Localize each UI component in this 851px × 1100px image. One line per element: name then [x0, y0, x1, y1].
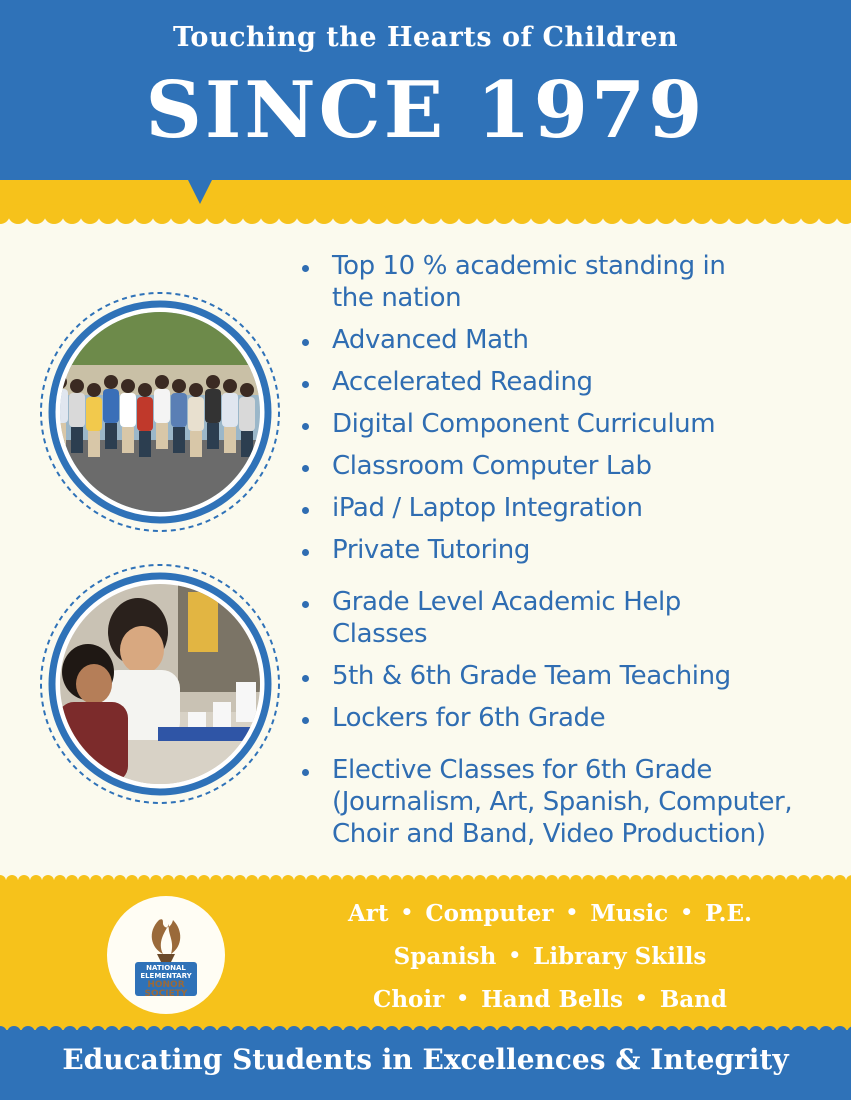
activity-item: Hand Bells — [481, 986, 624, 1013]
scallop-bump — [138, 875, 150, 882]
scallop-bump — [534, 875, 546, 882]
photo-assembly — [38, 290, 282, 534]
scallop-bump — [450, 875, 462, 882]
separator-dot: • — [565, 900, 579, 924]
scallop-bump — [846, 875, 851, 882]
scallop-bump — [822, 875, 834, 882]
child-figure — [71, 427, 83, 453]
scallop-bump — [152, 204, 172, 224]
feature-item: 5th & 6th Grade Team Teaching — [300, 660, 840, 692]
scallop-bump — [224, 204, 244, 224]
scallop-bump — [512, 204, 532, 224]
activity-item: Spanish — [393, 943, 497, 970]
scallop-bump — [728, 204, 748, 224]
activity-item: P.E. — [704, 900, 753, 927]
scallop-bump — [422, 204, 442, 224]
activity-item: Band — [659, 986, 727, 1013]
scallop-bump — [66, 875, 78, 882]
child-figure — [189, 383, 203, 397]
scallop-bump — [750, 875, 762, 882]
feature-item: Private Tutoring — [300, 534, 840, 566]
scallop-bump — [242, 204, 262, 224]
scallop-bump — [234, 875, 246, 882]
scallop-bump — [558, 875, 570, 882]
footer-motto: Educating Students in Excellences & Integrity — [62, 1043, 789, 1076]
scallop-bump — [810, 875, 822, 882]
scallop-bump — [602, 204, 622, 224]
scallop-bump — [630, 875, 642, 882]
scallop-bump — [294, 875, 306, 882]
scallop-bump — [746, 204, 766, 224]
scallop-bump — [8, 204, 28, 224]
separator-dot: • — [400, 900, 414, 924]
scallop-bump — [818, 204, 838, 224]
scallop-bump — [282, 875, 294, 882]
scallop-bump — [246, 875, 258, 882]
child-figure — [86, 397, 102, 431]
scallop-bump — [582, 875, 594, 882]
badge-line1: NATIONAL — [146, 964, 186, 972]
scallop-bump — [330, 875, 342, 882]
scallop-bump — [170, 204, 190, 224]
scallop-bump — [42, 875, 54, 882]
scallop-bump — [462, 875, 474, 882]
child-figure — [206, 375, 220, 389]
tagline: Touching the Hearts of Children — [172, 22, 679, 53]
scallop-bump — [620, 204, 640, 224]
scallop-bump — [206, 204, 226, 224]
scallop-bump — [548, 204, 568, 224]
scallop-bump — [174, 875, 186, 882]
scallop-bump — [594, 875, 606, 882]
scallop-bump — [584, 204, 604, 224]
separator-dot: • — [680, 900, 693, 924]
scallop-bump — [102, 875, 114, 882]
scallop-bump — [690, 875, 702, 882]
child-figure — [156, 423, 168, 449]
headline: SINCE 1979 — [145, 65, 706, 156]
scallop-bump — [80, 204, 100, 224]
scallop-bump — [702, 875, 714, 882]
scallop-bump — [762, 875, 774, 882]
scallop-bump — [350, 204, 370, 224]
child-figure — [205, 389, 221, 423]
scallop-bump — [126, 875, 138, 882]
child-figure — [223, 379, 237, 393]
child-figure — [70, 379, 84, 393]
separator-dot: • — [508, 943, 522, 967]
scallop-bump — [654, 875, 666, 882]
scallop-bump — [114, 875, 126, 882]
scallop-bump — [188, 204, 208, 224]
feature-item: Top 10 % academic standing in the nation — [300, 250, 772, 314]
scallop-bump — [476, 204, 496, 224]
scallop-bump — [642, 875, 654, 882]
scallop-bump — [210, 875, 222, 882]
scallop-bump — [98, 204, 118, 224]
scallop-bump — [834, 875, 846, 882]
scallop-bump — [570, 875, 582, 882]
feature-item: Digital Component Curriculum — [300, 408, 840, 440]
child-figure — [239, 397, 255, 431]
scallop-bump — [366, 875, 378, 882]
scallop-bump — [692, 204, 712, 224]
scallop-bump — [78, 875, 90, 882]
activities-row — [270, 935, 830, 978]
scallop-bump — [440, 204, 460, 224]
scallop-bump — [566, 204, 586, 224]
child-figure — [120, 393, 136, 427]
child-figure — [137, 397, 153, 431]
scallop-bump — [162, 875, 174, 882]
scallop-bump — [714, 875, 726, 882]
scallop-bump — [530, 204, 550, 224]
scallop-bump — [150, 875, 162, 882]
child-figure — [188, 397, 204, 431]
feature-item: Grade Level Academic Help Classes — [300, 586, 732, 650]
scallop-bump — [494, 204, 514, 224]
band-top-scallop — [0, 872, 851, 882]
scallop-bump — [62, 204, 82, 224]
scallop-bump — [296, 204, 316, 224]
scallop-bump — [54, 875, 66, 882]
child-figure — [69, 393, 85, 427]
scallop-bump — [710, 204, 730, 224]
child-figure — [103, 389, 119, 423]
scallop-bump — [306, 875, 318, 882]
scallop-bump — [798, 875, 810, 882]
scallop-bump — [402, 875, 414, 882]
scallop-bump — [26, 204, 46, 224]
feature-item: Classroom Computer Lab — [300, 450, 840, 482]
scallop-bump — [368, 204, 388, 224]
feature-item: Elective Classes for 6th Grade (Journalism, Art, Spanish, Computer, Choir and Band, Video Production) — [300, 754, 822, 850]
feature-list — [300, 250, 840, 860]
child-figure — [121, 379, 135, 393]
scallop-bump — [546, 875, 558, 882]
child-figure — [154, 389, 170, 423]
scallop-bump — [606, 875, 618, 882]
activity-item: Music — [590, 900, 669, 927]
scallop-bump — [116, 204, 136, 224]
child-figure — [173, 427, 185, 453]
scallop-bump — [498, 875, 510, 882]
scallop-bump — [438, 875, 450, 882]
scallop-bump — [786, 875, 798, 882]
activity-item: Art — [347, 900, 389, 927]
activities-list — [270, 892, 830, 1021]
scallop-bump — [774, 875, 786, 882]
feature-item: iPad / Laptop Integration — [300, 492, 840, 524]
feature-item: Accelerated Reading — [300, 366, 840, 398]
scallop-bump — [332, 204, 352, 224]
scallop-bump — [386, 204, 406, 224]
badge-line3: HONOR — [147, 980, 185, 990]
scallop-bump — [674, 204, 694, 224]
top-scallop-border — [0, 180, 851, 226]
child-figure — [105, 423, 117, 449]
scallop-bump — [6, 875, 18, 882]
scallop-bump — [278, 204, 298, 224]
scallop-bump — [404, 204, 424, 224]
scallop-bump — [198, 875, 210, 882]
scallop-bump — [666, 875, 678, 882]
badge-line2: ELEMENTARY — [140, 972, 192, 980]
photo-classroom — [38, 562, 282, 806]
scallop-bump — [474, 875, 486, 882]
scallop-bump — [318, 875, 330, 882]
scallop-bump — [678, 875, 690, 882]
child-figure — [171, 393, 187, 427]
torch-icon — [152, 919, 181, 962]
scallop-bump — [486, 875, 498, 882]
child-figure — [138, 383, 152, 397]
scallop-bump — [458, 204, 478, 224]
scallop-bump — [342, 875, 354, 882]
scallop-bump — [30, 875, 42, 882]
child-figure — [88, 431, 100, 457]
child-figure — [222, 393, 238, 427]
child-figure — [87, 383, 101, 397]
feature-item: Advanced Math — [300, 324, 840, 356]
scallop-bump — [782, 204, 802, 224]
child-figure — [155, 375, 169, 389]
scallop-bump — [726, 875, 738, 882]
scallop-bump — [426, 875, 438, 882]
child-figure — [172, 379, 186, 393]
scallop-bump — [186, 875, 198, 882]
child-figure — [240, 383, 254, 397]
scallop-bump — [0, 875, 6, 882]
scallop-bump — [414, 875, 426, 882]
feature-item: Lockers for 6th Grade — [300, 702, 840, 734]
scallop-bump — [510, 875, 522, 882]
child-figure — [224, 427, 236, 453]
activities-row — [270, 892, 830, 935]
scallop-bump — [378, 875, 390, 882]
scallop-bump — [258, 875, 270, 882]
scallop-bump — [314, 204, 334, 224]
activity-item: Choir — [373, 986, 445, 1013]
scallop-bump — [800, 204, 820, 224]
scallop-bump — [134, 204, 154, 224]
scallop-bump — [618, 875, 630, 882]
child-figure — [122, 427, 134, 453]
activities-row — [270, 978, 830, 1021]
scallop-bump — [638, 204, 658, 224]
scallop-bump — [260, 204, 280, 224]
scallop-bump — [44, 204, 64, 224]
scallop-bump — [738, 875, 750, 882]
scallop-bump — [764, 204, 784, 224]
separator-dot: • — [456, 986, 470, 1010]
child-figure — [190, 431, 202, 457]
activity-item: Library Skills — [533, 943, 707, 970]
scallop-bump — [390, 875, 402, 882]
child-figure — [139, 431, 151, 457]
scallop-bump — [270, 875, 282, 882]
scallop-bump — [90, 875, 102, 882]
scallop-bump — [522, 875, 534, 882]
badge-line4: SOCIETY — [144, 989, 188, 999]
child-figure — [104, 375, 118, 389]
scallop-bump — [222, 875, 234, 882]
child-figure — [207, 423, 219, 449]
activity-item: Computer — [425, 900, 554, 927]
honor-society-badge — [107, 896, 225, 1014]
scallop-bump — [18, 875, 30, 882]
separator-dot: • — [635, 986, 648, 1010]
scallop-bump — [354, 875, 366, 882]
scallop-bump — [656, 204, 676, 224]
